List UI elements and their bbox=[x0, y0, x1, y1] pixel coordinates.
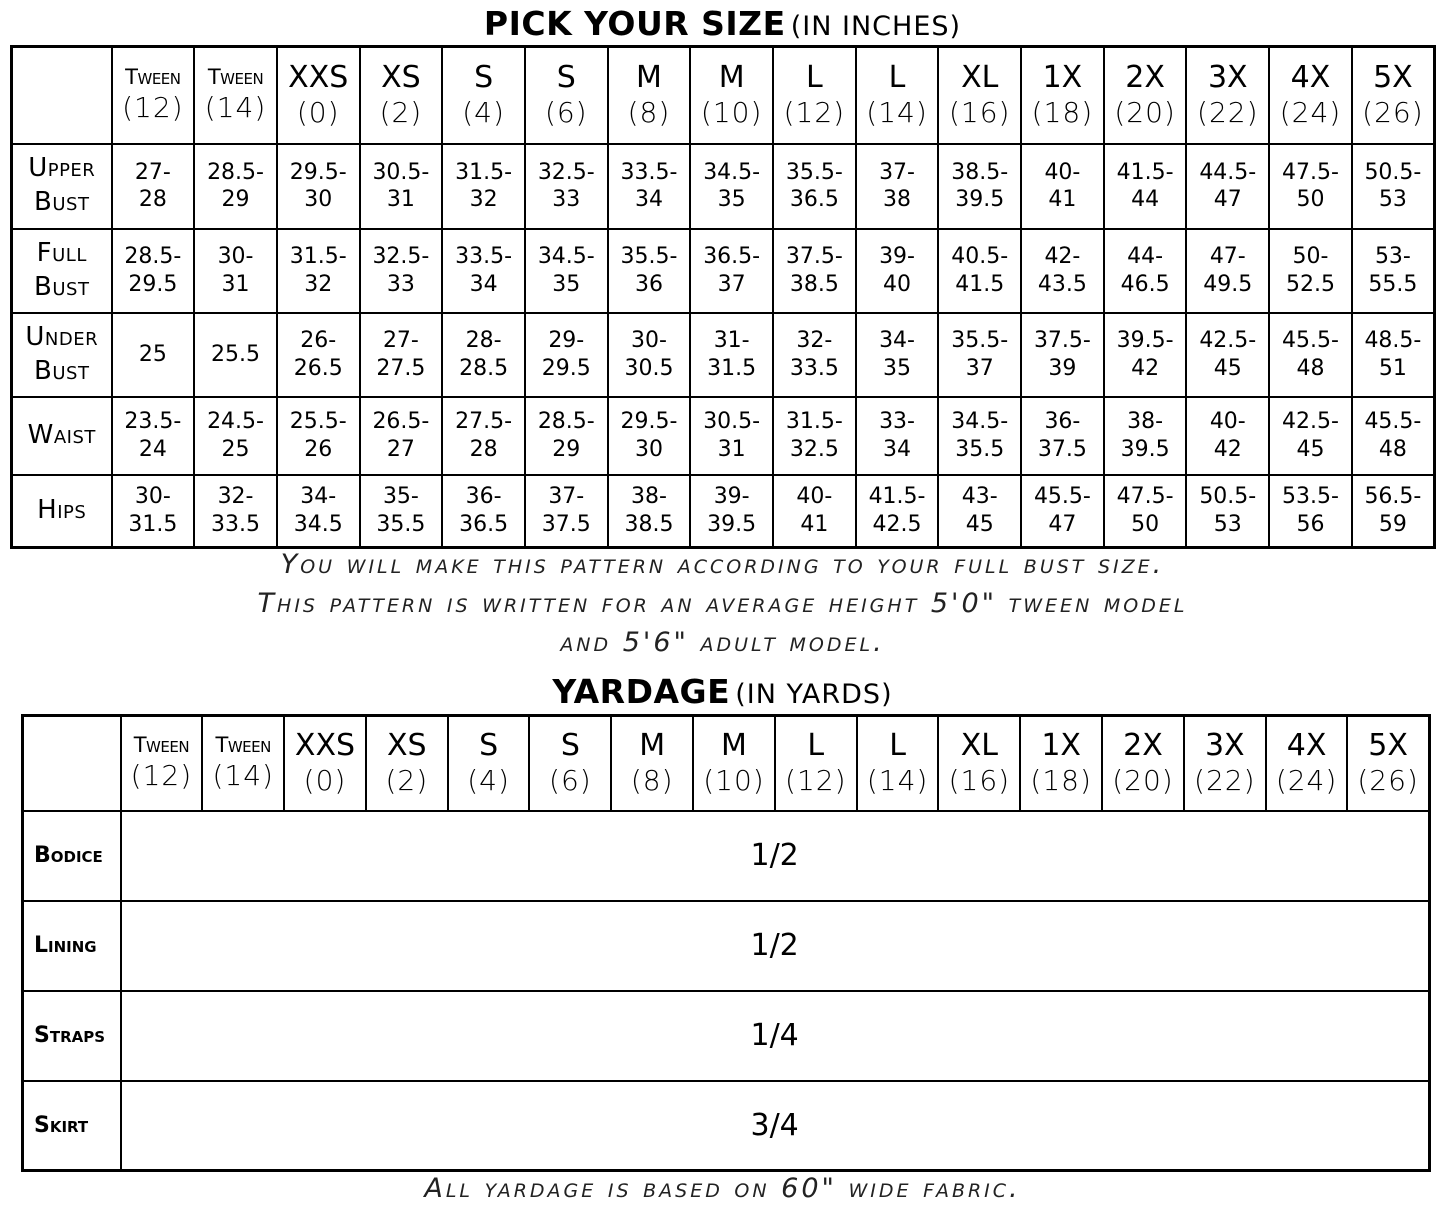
yardage-value: 1/2 bbox=[121, 811, 1430, 901]
measurement-value: 27.5- 28 bbox=[442, 397, 525, 475]
size-column-header bbox=[442, 47, 525, 144]
measurement-value: 33- 34 bbox=[856, 397, 939, 475]
size-name: Tween bbox=[125, 65, 181, 90]
measurement-value: 32- 33.5 bbox=[194, 475, 277, 548]
measurement-value: 38- 38.5 bbox=[608, 475, 691, 548]
size-column-header bbox=[775, 716, 857, 811]
fabric-piece-label: Bodice bbox=[23, 811, 121, 901]
size-number: (12) bbox=[783, 96, 846, 130]
measurement-value: 45.5- 48 bbox=[1352, 397, 1435, 475]
size-column-header bbox=[1186, 47, 1269, 144]
size-column-header bbox=[938, 47, 1021, 144]
yardage-heading: YARDAGE bbox=[552, 672, 731, 711]
size-name: M bbox=[718, 59, 745, 95]
size-name: M bbox=[639, 727, 666, 763]
size-name: S bbox=[560, 727, 580, 763]
measurement-value: 37.5- 38.5 bbox=[773, 229, 856, 313]
size-column-header bbox=[608, 47, 691, 144]
size-name: 4X bbox=[1286, 727, 1327, 763]
measurement-value: 26- 26.5 bbox=[277, 313, 360, 397]
size-number: (22) bbox=[1194, 764, 1256, 798]
measurement-value: 37- 38 bbox=[856, 144, 939, 229]
measurement-value: 28.5- 29 bbox=[525, 397, 608, 475]
size-number: (18) bbox=[1031, 96, 1094, 130]
measurement-value: 40- 41 bbox=[773, 475, 856, 548]
yardage-value: 1/2 bbox=[121, 901, 1430, 991]
size-number: (14) bbox=[204, 90, 267, 124]
measurement-row bbox=[12, 397, 1435, 475]
size-number: (8) bbox=[627, 96, 671, 130]
measurement-value: 23.5- 24 bbox=[112, 397, 195, 475]
corner-cell bbox=[12, 47, 112, 144]
size-name: 5X bbox=[1373, 59, 1413, 95]
measurement-label: Waist bbox=[12, 397, 112, 475]
size-column-header bbox=[194, 47, 277, 144]
measurement-value: 42- 43.5 bbox=[1021, 229, 1104, 313]
measurement-label: Full Bust bbox=[12, 229, 112, 313]
measurement-value: 34- 34.5 bbox=[277, 475, 360, 548]
size-column-header bbox=[284, 716, 366, 811]
size-number: (24) bbox=[1275, 764, 1338, 798]
size-column-header bbox=[202, 716, 284, 811]
size-number: (6) bbox=[544, 96, 588, 130]
size-number: (18) bbox=[1030, 764, 1092, 798]
size-name: Tween bbox=[207, 65, 264, 90]
size-number: (26) bbox=[1362, 96, 1424, 130]
size-number: (12) bbox=[122, 90, 184, 124]
measurement-value: 29- 29.5 bbox=[525, 313, 608, 397]
size-column-header bbox=[1347, 716, 1429, 811]
measurement-value: 43- 45 bbox=[938, 475, 1021, 548]
measurement-value: 26.5- 27 bbox=[360, 397, 443, 475]
size-note-line: and 5'6" adult model. bbox=[560, 627, 885, 658]
measurement-row bbox=[12, 313, 1435, 397]
measurement-value: 35- 35.5 bbox=[360, 475, 443, 548]
yardage-row bbox=[23, 901, 1430, 991]
measurement-value: 39- 40 bbox=[856, 229, 939, 313]
size-number: (4) bbox=[462, 96, 505, 130]
size-number: (8) bbox=[630, 764, 674, 798]
measurement-value: 30- 31.5 bbox=[112, 475, 195, 548]
measurement-value: 30- 31 bbox=[194, 229, 277, 313]
size-number: (16) bbox=[948, 764, 1011, 798]
measurement-label: Under Bust bbox=[12, 313, 112, 397]
measurement-value: 34- 35 bbox=[856, 313, 939, 397]
measurement-value: 44- 46.5 bbox=[1104, 229, 1187, 313]
measurement-value: 56.5- 59 bbox=[1352, 475, 1435, 548]
measurement-value: 30.5- 31 bbox=[360, 144, 443, 229]
measurement-value: 30.5- 31 bbox=[690, 397, 773, 475]
size-name: L bbox=[889, 727, 906, 763]
measurement-value: 25.5- 26 bbox=[277, 397, 360, 475]
size-number: (4) bbox=[467, 764, 510, 798]
measurement-value: 35.5- 36.5 bbox=[773, 144, 856, 229]
size-column-header bbox=[611, 716, 693, 811]
size-column-header bbox=[121, 716, 203, 811]
size-column-header bbox=[1266, 716, 1348, 811]
measurement-value: 28.5- 29 bbox=[194, 144, 277, 229]
size-number: (20) bbox=[1114, 96, 1176, 130]
size-name: Tween bbox=[215, 733, 271, 758]
size-column-header bbox=[1352, 47, 1435, 144]
measurement-value: 35.5- 36 bbox=[608, 229, 691, 313]
size-column-header bbox=[366, 716, 448, 811]
size-name: XL bbox=[961, 59, 999, 95]
size-number: (6) bbox=[549, 764, 592, 798]
size-name: 3X bbox=[1207, 59, 1248, 95]
measurement-value: 37- 37.5 bbox=[525, 475, 608, 548]
size-header-row bbox=[23, 716, 1430, 811]
measurement-value: 35.5- 37 bbox=[938, 313, 1021, 397]
size-column-header bbox=[448, 716, 530, 811]
yardage-value: 3/4 bbox=[121, 1081, 1430, 1171]
measurement-value: 38.5- 39.5 bbox=[938, 144, 1021, 229]
size-column-header bbox=[525, 47, 608, 144]
size-number: (2) bbox=[379, 96, 423, 130]
measurement-value: 40.5- 41.5 bbox=[938, 229, 1021, 313]
measurement-value: 36- 36.5 bbox=[442, 475, 525, 548]
size-number: (26) bbox=[1357, 764, 1419, 798]
measurement-value: 30- 30.5 bbox=[608, 313, 691, 397]
measurement-value: 39- 39.5 bbox=[690, 475, 773, 548]
size-number: (12) bbox=[130, 758, 193, 792]
size-column-header bbox=[938, 716, 1020, 811]
size-name: S bbox=[556, 59, 576, 95]
size-column-header bbox=[773, 47, 856, 144]
size-column-header bbox=[1102, 716, 1184, 811]
size-number: (14) bbox=[866, 96, 928, 130]
yardage-row bbox=[23, 991, 1430, 1081]
measurement-value: 31.5- 32 bbox=[277, 229, 360, 313]
size-number: (24) bbox=[1279, 96, 1342, 130]
size-chart-table bbox=[10, 45, 1436, 549]
measurement-value: 44.5- 47 bbox=[1186, 144, 1269, 229]
measurement-value: 24.5- 25 bbox=[194, 397, 277, 475]
measurement-value: 27- 28 bbox=[112, 144, 195, 229]
measurement-value: 47- 49.5 bbox=[1186, 229, 1269, 313]
measurement-value: 38- 39.5 bbox=[1104, 397, 1187, 475]
size-number: (10) bbox=[700, 96, 763, 130]
size-number: (12) bbox=[785, 764, 847, 798]
size-number: (16) bbox=[948, 96, 1011, 130]
measurement-value: 45.5- 47 bbox=[1021, 475, 1104, 548]
measurement-value: 29.5- 30 bbox=[608, 397, 691, 475]
measurement-value: 25.5 bbox=[194, 313, 277, 397]
size-name: 5X bbox=[1368, 727, 1408, 763]
measurement-row bbox=[12, 475, 1435, 548]
size-name: S bbox=[479, 727, 499, 763]
measurement-value: 34.5- 35 bbox=[690, 144, 773, 229]
measurement-value: 41.5- 42.5 bbox=[856, 475, 939, 548]
measurement-value: 45.5- 48 bbox=[1269, 313, 1352, 397]
measurement-value: 50.5- 53 bbox=[1186, 475, 1269, 548]
yardage-value: 1/4 bbox=[121, 991, 1430, 1081]
yardage-title bbox=[0, 672, 1445, 711]
fabric-piece-label: Straps bbox=[23, 991, 121, 1081]
yardage-table bbox=[21, 714, 1431, 1172]
size-number: (0) bbox=[296, 96, 340, 130]
measurement-value: 53- 55.5 bbox=[1352, 229, 1435, 313]
measurement-value: 41.5- 44 bbox=[1104, 144, 1187, 229]
size-note-line: This pattern is written for an average height 5'0" tween model bbox=[257, 588, 1188, 619]
size-chart-title bbox=[0, 4, 1445, 43]
measurement-value: 29.5- 30 bbox=[277, 144, 360, 229]
measurement-value: 50.5- 53 bbox=[1352, 144, 1435, 229]
size-name: XL bbox=[960, 727, 998, 763]
measurement-value: 53.5- 56 bbox=[1269, 475, 1352, 548]
measurement-value: 27- 27.5 bbox=[360, 313, 443, 397]
measurement-value: 47.5- 50 bbox=[1104, 475, 1187, 548]
measurement-value: 34.5- 35.5 bbox=[938, 397, 1021, 475]
size-header-row bbox=[12, 47, 1435, 144]
measurement-value: 28- 28.5 bbox=[442, 313, 525, 397]
measurement-value: 42.5- 45 bbox=[1186, 313, 1269, 397]
yardage-unit: (IN YARDS) bbox=[735, 679, 893, 710]
measurement-value: 32- 33.5 bbox=[773, 313, 856, 397]
yardage-note: All yardage is based on 60" wide fabric. bbox=[424, 1173, 1021, 1204]
measurement-value: 40- 41 bbox=[1021, 144, 1104, 229]
measurement-value: 36.5- 37 bbox=[690, 229, 773, 313]
size-number: (14) bbox=[866, 764, 929, 798]
size-name: M bbox=[636, 59, 662, 95]
measurement-label: Upper Bust bbox=[12, 144, 112, 229]
measurement-value: 39.5- 42 bbox=[1104, 313, 1187, 397]
measurement-row bbox=[12, 229, 1435, 313]
measurement-value: 36- 37.5 bbox=[1021, 397, 1104, 475]
size-name: 2X bbox=[1125, 59, 1165, 95]
size-name: 3X bbox=[1204, 727, 1245, 763]
size-name: L bbox=[807, 727, 825, 763]
size-column-header bbox=[856, 47, 939, 144]
size-number: (20) bbox=[1112, 764, 1174, 798]
measurement-value: 40- 42 bbox=[1186, 397, 1269, 475]
measurement-value: 37.5- 39 bbox=[1021, 313, 1104, 397]
size-name: S bbox=[474, 59, 494, 95]
size-name: XXS bbox=[288, 59, 349, 95]
size-name: M bbox=[721, 727, 747, 763]
fabric-piece-label: Lining bbox=[23, 901, 121, 991]
size-name: Tween bbox=[133, 733, 190, 758]
size-column-header bbox=[693, 716, 775, 811]
measurement-value: 31.5- 32 bbox=[442, 144, 525, 229]
measurement-value: 31- 31.5 bbox=[690, 313, 773, 397]
size-column-header bbox=[857, 716, 939, 811]
size-column-header bbox=[277, 47, 360, 144]
size-name: XS bbox=[381, 59, 421, 95]
measurement-value: 33.5- 34 bbox=[608, 144, 691, 229]
measurement-value: 31.5- 32.5 bbox=[773, 397, 856, 475]
size-column-header bbox=[1020, 716, 1102, 811]
size-column-header bbox=[529, 716, 611, 811]
size-chart-heading: PICK YOUR SIZE bbox=[483, 4, 786, 43]
yardage-row bbox=[23, 811, 1430, 901]
measurement-value: 34.5- 35 bbox=[525, 229, 608, 313]
size-column-header bbox=[360, 47, 443, 144]
measurement-value: 28.5- 29.5 bbox=[112, 229, 195, 313]
measurement-value: 33.5- 34 bbox=[442, 229, 525, 313]
measurement-label: Hips bbox=[12, 475, 112, 548]
size-column-header bbox=[1269, 47, 1352, 144]
size-name: 1X bbox=[1042, 59, 1083, 95]
measurement-row bbox=[12, 144, 1435, 229]
measurement-value: 48.5- 51 bbox=[1352, 313, 1435, 397]
measurement-value: 32.5- 33 bbox=[360, 229, 443, 313]
size-name: 4X bbox=[1290, 59, 1331, 95]
size-name: 1X bbox=[1041, 727, 1081, 763]
yardage-row bbox=[23, 1081, 1430, 1171]
size-note-line: You will make this pattern according to your full bust size. bbox=[280, 549, 1165, 580]
fabric-piece-label: Skirt bbox=[23, 1081, 121, 1171]
size-name: L bbox=[805, 59, 823, 95]
size-name: L bbox=[888, 59, 906, 95]
size-number: (2) bbox=[385, 764, 429, 798]
measurement-value: 47.5- 50 bbox=[1269, 144, 1352, 229]
size-chart-unit: (IN INCHES) bbox=[790, 11, 962, 42]
corner-cell bbox=[23, 716, 121, 811]
size-column-header bbox=[112, 47, 195, 144]
size-column-header bbox=[690, 47, 773, 144]
measurement-value: 42.5- 45 bbox=[1269, 397, 1352, 475]
size-number: (22) bbox=[1197, 96, 1259, 130]
size-number: (10) bbox=[703, 764, 765, 798]
measurement-value: 32.5- 33 bbox=[525, 144, 608, 229]
size-column-header bbox=[1184, 716, 1266, 811]
measurement-value: 50- 52.5 bbox=[1269, 229, 1352, 313]
size-name: XS bbox=[386, 727, 427, 763]
measurement-value: 25 bbox=[112, 313, 195, 397]
size-name: 2X bbox=[1123, 727, 1163, 763]
size-name: XXS bbox=[294, 727, 356, 763]
size-column-header bbox=[1021, 47, 1104, 144]
size-number: (0) bbox=[303, 764, 347, 798]
size-column-header bbox=[1104, 47, 1187, 144]
size-number: (14) bbox=[212, 758, 274, 792]
